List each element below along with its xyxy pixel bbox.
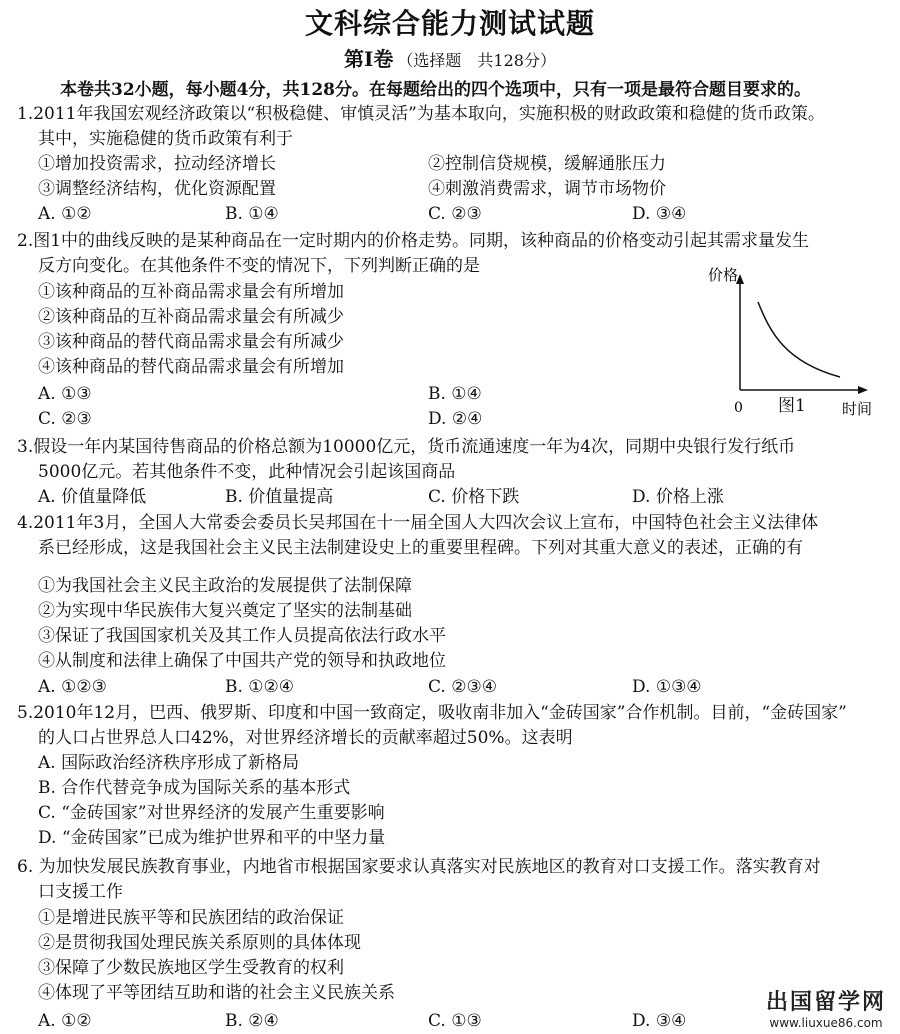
watermark-name: 出国留学网 <box>765 990 886 1015</box>
q5-option-b: B. 合作代替竞争成为国际关系的基本形式 <box>38 778 351 798</box>
q3-option-c: C. 价格下跌 <box>428 487 520 507</box>
q3-stem-line1: 3.假设一年内某国待售商品的价格总额为10000亿元，货币流通速度一年为4次，同期中央银行发行纸币 <box>17 437 796 457</box>
q3-option-a: A. 价值量降低 <box>38 487 147 507</box>
q4-option-c: C. ②③④ <box>428 677 497 697</box>
q5-stem-line1: 5.2010年12月，巴西、俄罗斯、印度和中国一致商定，吸收南非加入“金砖国家”合作机制。目前，“金砖国家” <box>17 703 847 723</box>
q1-statement-2: ②控制信贷规模，缓解通胀压力 <box>428 154 666 174</box>
q2-option-d: D. ②④ <box>428 409 483 429</box>
q5-option-a: A. 国际政治经济秩序形成了新格局 <box>38 753 300 773</box>
q4-stem-line2: 系已经形成，这是我国社会主义民主法制建设史上的重要里程碑。下列对其重大意义的表述，正确的有 <box>38 538 803 558</box>
q2-statement-2: ②该种商品的互补商品需求量会有所减少 <box>38 307 344 327</box>
q2-stem-line1: 2.图1中的曲线反映的是某种商品在一定时期内的价格走势。同期，该种商品的价格变动引起其需求量发生 <box>17 231 810 251</box>
q2-option-a: A. ①③ <box>38 384 92 404</box>
q3-option-b: B. 价值量提高 <box>225 487 334 507</box>
graph-xlabel: 时间 <box>842 400 873 418</box>
q5-option-d: D. “金砖国家”已成为维护世界和平的中坚力量 <box>38 828 386 848</box>
q6-option-b: B. ②④ <box>225 1011 279 1031</box>
graph-ylabel: 价格 <box>708 266 739 284</box>
q1-option-a: A. ①② <box>38 204 92 224</box>
q5-stem-line2: 的人口占世界总人口42%，对世界经济增长的贡献率超过50%。这表明 <box>38 728 573 748</box>
q1-stem-line2: 其中，实施稳健的货币政策有利于 <box>38 129 293 149</box>
q4-option-b: B. ①②④ <box>225 677 295 697</box>
q1-option-b: B. ①④ <box>225 204 279 224</box>
q1-option-c: C. ②③ <box>428 204 482 224</box>
graph-origin: 0 <box>734 400 743 416</box>
q4-statement-3: ③保证了我国国家机关及其工作人员提高依法行政水平 <box>38 626 446 646</box>
exam-title: 文科综合能力测试试题 <box>304 7 595 40</box>
instructions: 本卷共32小题，每小题4分，共128分。在每题给出的四个选项中，只有一项是最符合题目要求的。 <box>60 80 811 100</box>
section-main: 第Ⅰ卷 <box>344 47 394 71</box>
q4-statement-2: ②为实现中华民族伟大复兴奠定了坚实的法制基础 <box>38 601 412 621</box>
x-axis-arrow <box>858 386 868 394</box>
q6-statement-1: ①是增进民族平等和民族团结的政治保证 <box>38 908 344 928</box>
q5-option-c: C. “金砖国家”对世界经济的发展产生重要影响 <box>38 803 385 823</box>
q6-option-a: A. ①② <box>38 1011 92 1031</box>
q6-statement-4: ④体现了平等团结互助和谐的社会主义民族关系 <box>38 983 395 1003</box>
q1-statement-3: ③调整经济结构，优化资源配置 <box>38 179 276 199</box>
figure-caption: 图1 <box>778 396 806 416</box>
q1-option-d: D. ③④ <box>632 204 687 224</box>
q4-statement-4: ④从制度和法律上确保了中国共产党的领导和执政地位 <box>38 651 446 671</box>
q2-statement-1: ①该种商品的互补商品需求量会有所增加 <box>38 282 344 302</box>
q2-statement-4: ④该种商品的替代商品需求量会有所增加 <box>38 357 344 377</box>
watermark-url: www.liuxue86.com <box>769 1016 883 1030</box>
q2-stem-line2: 反方向变化。在其他条件不变的情况下，下列判断正确的是 <box>38 256 480 276</box>
q4-stem-line1: 4.2011年3月，全国人大常委会委员长吴邦国在十一届全国人大四次会议上宣布，中国特色社会主义法律体 <box>17 513 819 533</box>
q1-statement-1: ①增加投资需求，拉动经济增长 <box>38 154 276 174</box>
q4-statement-1: ①为我国社会主义民主政治的发展提供了法制保障 <box>38 576 412 596</box>
q2-option-c: C. ②③ <box>38 409 92 429</box>
q4-option-a: A. ①②③ <box>38 677 107 697</box>
q6-option-c: C. ①③ <box>428 1011 482 1031</box>
price-curve <box>758 302 840 377</box>
q3-option-d: D. 价格上涨 <box>632 487 724 507</box>
q6-statement-2: ②是贯彻我国处理民族关系原则的具体体现 <box>38 933 361 953</box>
q1-statement-4: ④刺激消费需求，调节市场物价 <box>428 179 666 199</box>
q6-statement-3: ③保障了少数民族地区学生受教育的权利 <box>38 958 344 978</box>
q1-stem-line1: 1.2011年我国宏观经济政策以“积极稳健、审慎灵活”为基本取向，实施积极的财政政策和稳健的货币政策。 <box>17 104 825 124</box>
q2-option-b: B. ①④ <box>428 384 482 404</box>
site-watermark <box>766 985 886 1030</box>
section-sub: （选择题 共128分） <box>397 51 556 70</box>
q6-option-d: D. ③④ <box>632 1011 687 1031</box>
q6-stem-line2: 口支援工作 <box>38 882 123 902</box>
q2-statement-3: ③该种商品的替代商品需求量会有所减少 <box>38 332 344 352</box>
q4-option-d: D. ①③④ <box>632 677 702 697</box>
section-heading <box>0 43 900 72</box>
q3-stem-line2: 5000亿元。若其他条件不变，此种情况会引起该国商品 <box>38 462 456 482</box>
q6-stem-line1: 6. 为加快发展民族教育事业，内地省市根据国家要求认真落实对民族地区的教育对口支援工作。落实教育对 <box>17 857 821 877</box>
